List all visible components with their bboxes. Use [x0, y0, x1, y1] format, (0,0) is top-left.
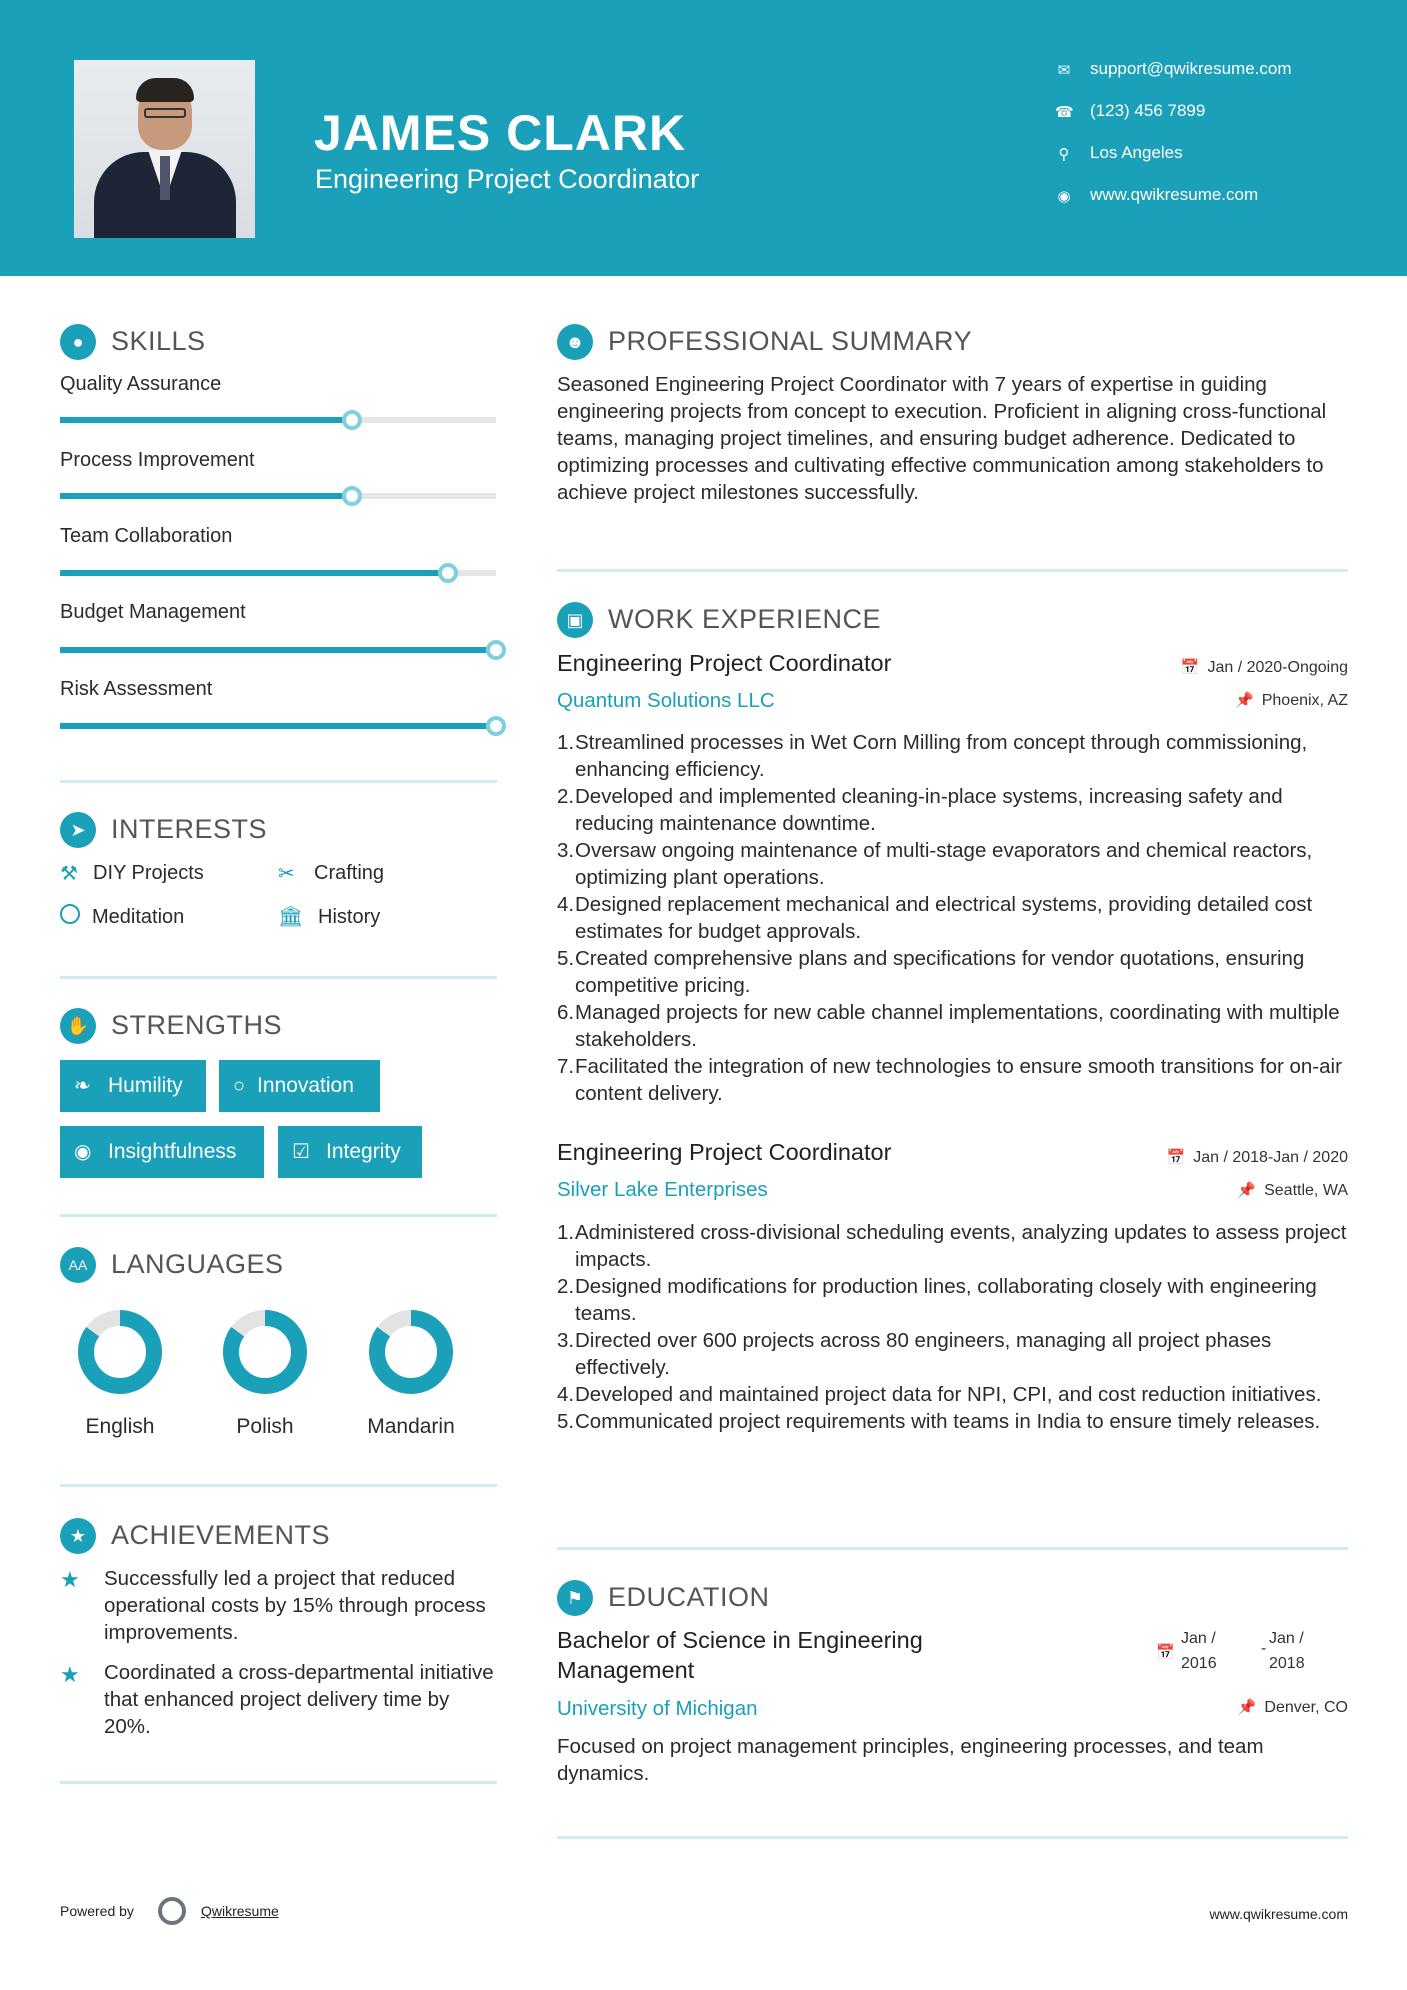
bank-icon: 🏛 [278, 906, 304, 928]
edu-location: 📌 Denver, CO [1237, 1699, 1348, 1716]
section-divider [60, 1484, 497, 1487]
summary-title: PROFESSIONAL SUMMARY [608, 326, 973, 356]
achievement-item: Coordinated a cross-departmental initiative that enhanced project delivery time by 20%. [104, 1661, 494, 1738]
experience-title: WORK EXPERIENCE [608, 604, 882, 634]
school-name: University of Michigan [557, 1697, 758, 1720]
shooting-star-icon: ★ [60, 1662, 80, 1687]
list-item: 1. Streamlined processes in Wet Corn Milling from concept through commissioning, enhancing efficiency. [557, 731, 1308, 781]
skill-label: Risk Assessment [60, 678, 213, 700]
job-bullets [557, 729, 1357, 1107]
shooting-star-icon: ★ [60, 1567, 80, 1592]
phone-icon: ☎ [1055, 104, 1074, 121]
achievements-title: ACHIEVEMENTS [111, 1520, 331, 1550]
section-divider [60, 1214, 497, 1217]
job-date: 📅 Jan / 2020-Ongoing [1180, 659, 1348, 676]
skill-bar [60, 417, 496, 423]
section-divider [60, 1781, 497, 1784]
strength-tag: ❧ Humility [60, 1060, 206, 1112]
edu-date-start: Jan / [1181, 1630, 1216, 1647]
list-item: 2. Designed modifications for production lines, collaborating closely with engineering teams. [557, 1275, 1317, 1325]
job-date: 📅 Jan / 2018-Jan / 2020 [1166, 1149, 1348, 1166]
strengths-title: STRENGTHS [111, 1010, 283, 1040]
skills-title: SKILLS [111, 326, 206, 356]
section-divider [557, 569, 1348, 572]
candidate-role: Engineering Project Coordinator [315, 164, 700, 194]
language-label: Polish [236, 1415, 294, 1438]
language-charts [60, 1300, 500, 1410]
section-divider [60, 976, 497, 979]
interest-item: Crafting [314, 862, 385, 884]
list-item: 3. Directed over 600 projects across 80 engineers, managing all project phases effectively. [557, 1329, 1272, 1379]
skill-label: Process Improvement [60, 449, 255, 471]
powered-by-text: Powered by [60, 1903, 134, 1919]
skill-bar [60, 647, 496, 653]
list-item: 3. Oversaw ongoing maintenance of multi-stage evaporators and chemical reactors, optimizing plant operations. [557, 839, 1313, 889]
section-divider [557, 1836, 1348, 1839]
briefcase-icon: ▣ [557, 602, 593, 638]
edu-description: Focused on project management principles, engineering processes, and team dynamics. [557, 1735, 1264, 1785]
calendar-icon: 📅 [1166, 1149, 1186, 1166]
skill-bar [60, 493, 496, 499]
list-item: 4. Designed replacement mechanical and electrical systems, providing detailed cost estimates for budget approvals. [557, 893, 1313, 943]
list-item: 6. Managed projects for new cable channel implementations, coordinating with multiple stakeholders. [557, 1001, 1340, 1051]
section-divider [60, 780, 497, 783]
star-badge-icon: ★ [60, 1518, 96, 1554]
globe-icon: ◉ [1057, 188, 1071, 205]
wrench-icon: ⚒ [60, 863, 78, 885]
strength-tag: ○ Innovation [219, 1060, 380, 1112]
education-title: EDUCATION [608, 1582, 770, 1612]
interest-item: DIY Projects [93, 862, 204, 884]
list-item: 5. Communicated project requirements with teams in India to ensure timely releases. [557, 1410, 1321, 1433]
interest-item: Meditation [92, 906, 185, 928]
edu-date-start-year: 2016 [1181, 1655, 1217, 1672]
strength-tag: ☑ Integrity [278, 1126, 422, 1178]
edu-date-separator: - [1261, 1640, 1267, 1657]
company-name: Quantum Solutions LLC [557, 689, 775, 712]
pin-icon: 📌 [1237, 1699, 1257, 1716]
degree-title: Bachelor of Science in Engineering [557, 1627, 923, 1653]
calendar-icon: 📅 [1180, 659, 1200, 676]
graduate-icon: ⚑ [557, 1580, 593, 1616]
list-item: 7. Facilitated the integration of new technologies to ensure smooth transitions for on-air content delivery. [557, 1055, 1342, 1105]
interest-item: History [318, 906, 381, 928]
checkbox-icon: ☑ [292, 1141, 310, 1163]
language-icon: AА [60, 1247, 96, 1283]
footer-url[interactable]: www.qwikresume.com [1209, 1906, 1348, 1922]
paper-plane-icon: ➤ [60, 812, 96, 848]
profile-photo [74, 60, 255, 238]
job-title: Engineering Project Coordinator [557, 650, 892, 676]
list-item: 1. Administered cross-divisional scheduling events, analyzing updates to assess project impacts. [557, 1221, 1347, 1271]
list-item: 2. Developed and implemented cleaning-in-place systems, increasing safety and reducing maintenance downtime. [557, 785, 1283, 835]
user-icon: ☻ [557, 324, 593, 360]
pin-icon: 📌 [1237, 1182, 1257, 1199]
languages-title: LANGUAGES [111, 1249, 284, 1279]
lightbulb-icon: ○ [233, 1075, 246, 1097]
degree-title-cont: Management [557, 1657, 695, 1683]
pin-icon: 📌 [1235, 692, 1254, 709]
edu-date-end: Jan / [1269, 1630, 1304, 1647]
list-item: 5. Created comprehensive plans and specifications for vendor quotations, ensuring competitive pricing. [557, 947, 1305, 997]
skill-bar [60, 723, 496, 729]
job-location: 📌 Seattle, WA [1237, 1182, 1348, 1199]
job-bullets [557, 1219, 1357, 1435]
language-label: English [85, 1415, 155, 1438]
skill-label: Quality Assurance [60, 373, 222, 395]
skill-label: Team Collaboration [60, 525, 233, 547]
job-title: Engineering Project Coordinator [557, 1139, 892, 1165]
leaf-icon: ❧ [74, 1075, 91, 1097]
language-label: Mandarin [367, 1415, 455, 1438]
scissors-icon: ✂ [278, 863, 295, 885]
qwikresume-logo-icon [158, 1897, 186, 1925]
brand-link[interactable]: Qwikresume [201, 1903, 279, 1919]
list-item: 4. Developed and maintained project data for NPI, CPI, and cost reduction initiatives. [557, 1383, 1322, 1406]
skill-bar [60, 570, 496, 576]
skill-label: Budget Management [60, 601, 246, 623]
envelope-icon: ✉ [1057, 62, 1071, 79]
edu-date-end-year: 2018 [1269, 1655, 1305, 1672]
eye-icon: ◉ [74, 1141, 92, 1163]
candidate-name: JAMES CLARK [314, 105, 687, 161]
map-pin-icon: ⚲ [1058, 146, 1070, 163]
interests-title: INTERESTS [111, 814, 268, 844]
hand-icon: ✋ [60, 1008, 96, 1044]
lightbulb-icon: ● [60, 324, 96, 360]
achievement-item: Successfully led a project that reduced operational costs by 15% through process improvements. [104, 1567, 486, 1644]
summary-text: Seasoned Engineering Project Coordinator with 7 years of expertise in guiding engineering projects from concept to execution. Proficient in aligning cross-functional teams, managing project timelines, and ensuring budget adherence. Dedicated to optimizing processes and cultivating effective communication among stakeholders to achieve project milestones successfully. [557, 373, 1327, 504]
job-location: 📌 Phoenix, AZ [1235, 692, 1348, 709]
section-divider [557, 1547, 1348, 1550]
calendar-icon: 📅 [1156, 1644, 1175, 1661]
company-name: Silver Lake Enterprises [557, 1178, 768, 1201]
strength-tag: ◉ Insightfulness [60, 1126, 264, 1178]
circle-icon [60, 904, 80, 924]
resume-header: JAMES CLARK Engineering Project Coordinator ✉ support@qwikresume.com ☎ (123) 456 7899 ⚲ Los Angeles ◉ www.qwikresume.com [0, 0, 1407, 276]
